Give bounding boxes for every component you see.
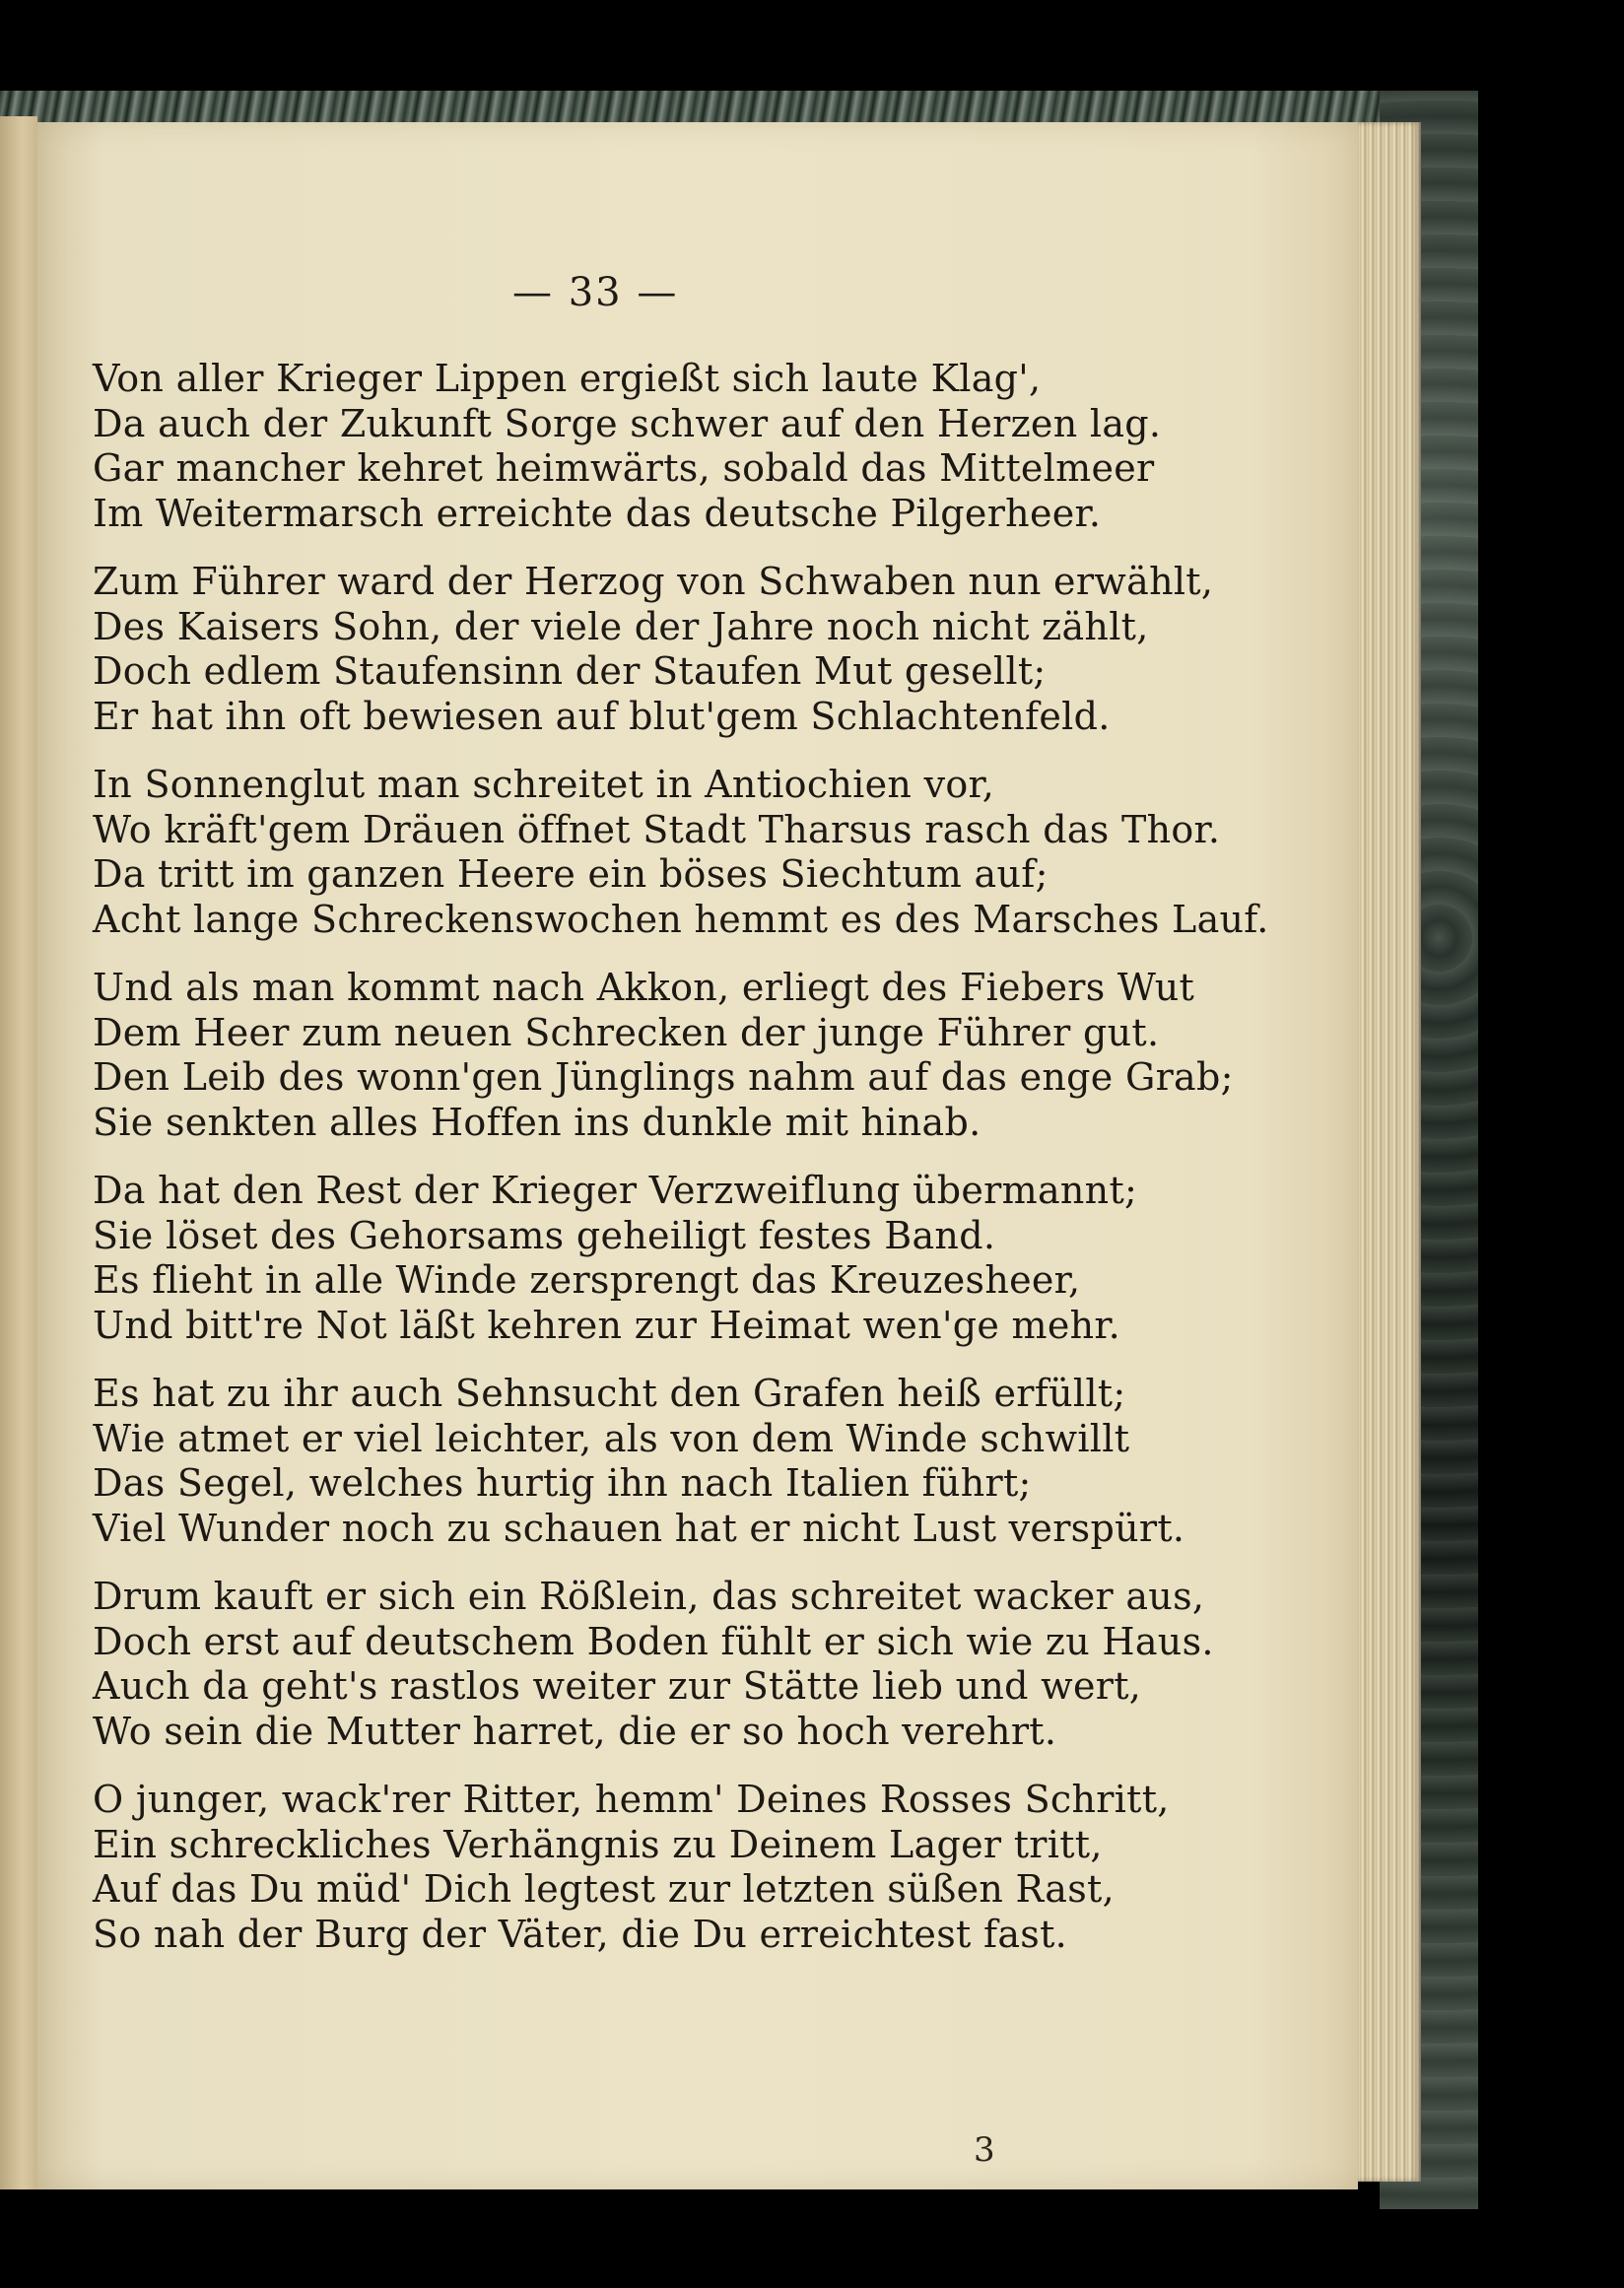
stanza <box>93 966 1324 1145</box>
poem-line: Doch edlem Staufensinn der Staufen Mut gesellt; <box>93 649 1047 693</box>
poem-line: Des Kaisers Sohn, der viele der Jahre noch nicht zählt, <box>93 604 1149 648</box>
poem-line: Wo sein die Mutter harret, die er so hoch verehrt. <box>93 1709 1057 1753</box>
poem-line: Ein schreckliches Verhängnis zu Deinem Lager tritt, <box>93 1822 1103 1866</box>
poem-line: Wie atmet er viel leichter, als von dem Winde schwillt <box>93 1416 1130 1460</box>
poem-line: Dem Heer zum neuen Schrecken der junge Führer gut. <box>93 1010 1160 1054</box>
stanza <box>93 763 1324 942</box>
book-cover-top-edge <box>0 91 1478 124</box>
poem-line: Auf das Du müd' Dich legtest zur letzten süßen Rast, <box>93 1867 1115 1911</box>
previous-page-edge <box>0 116 37 2189</box>
stanza <box>93 1575 1324 1754</box>
poem-line: Und bitt're Not läßt kehren zur Heimat wen'ge mehr. <box>93 1303 1121 1347</box>
poem-line: Gar mancher kehret heimwärts, sobald das Mittelmeer <box>93 446 1155 490</box>
book-page: — 33 — Von aller Krieger Lippen ergießt sich laute Klag', Da auch der Zukunft Sorge schwer auf den Herzen lag. Gar mancher kehret heimwärts, sobald das Mittelmeer Im Weitermarsch erreichte das deutsche Pilgerheer. Zum Führer ward der Herzog von Schwaben nun erwählt, Des Kaisers Sohn, der viele der Jahre noch nicht zählt, Doch edlem Staufensinn der Staufen Mut gesellt; Er hat ihn oft bewiesen auf blut'gem Schlachtenfeld. In Sonnenglut man schreitet in Antiochien vor, Wo kräft'gem Dräuen öffnet Stadt Tharsus rasch das Thor. Da tritt im ganzen Heere ein böses Siechtum auf; Acht lange Schreckenswochen hemmt es des Marsches Lauf. Und als man kommt nach Akkon, erliegt des Fiebers Wut Dem Heer zum neuen Schrecken der junge Führer gut. Den Leib des wonn'gen Jünglings nahm auf das enge Grab; Sie senkten alles Hoffen ins dunkle mit hinab. Da hat den Rest der Krieger Verzweiflung übermannt; Sie löset des Gehorsams geheiligt festes Band. Es flieht in alle Winde zersprengt das Kreuzesheer, Und bitt're Not läßt kehren zur Heimat wen'ge mehr. Es hat zu ihr auch Sehnsucht den Grafen heiß erfüllt; Wie atmet er viel leichter, als von dem Winde schwillt Das Segel, welches hurtig ihn nach Italien führt; Viel Wunder noch zu schauen hat er nicht Lust verspürt. Drum kauft er sich ein Rößlein, das schreitet wacker aus, Doch erst auf deutschem Boden fühlt er sich wie zu Haus. Auch da geht's rastlos weiter zur Stätte lieb und wert, Wo sein die Mutter harret, die er so hoch verehrt. O junger, wack'rer Ritter, hemm' Deines Rosses Schritt, Ein schreckliches Verhängnis zu Deinem Lager tritt, Auf das Du müd' Dich legtest zur letzten süßen Rast, So nah der Burg der Väter, die Du erreichtest fast. 3 <box>37 122 1358 2189</box>
poem-line: Da hat den Rest der Krieger Verzweiflung übermannt; <box>93 1169 1138 1212</box>
poem <box>93 357 1324 1981</box>
poem-line: Es flieht in alle Winde zersprengt das Kreuzesheer, <box>93 1258 1081 1302</box>
poem-line: Da tritt im ganzen Heere ein böses Siechtum auf; <box>93 852 1049 896</box>
poem-line: Den Leib des wonn'gen Jünglings nahm auf das enge Grab; <box>93 1055 1234 1099</box>
poem-line: Wo kräft'gem Dräuen öffnet Stadt Tharsus rasch das Thor. <box>93 807 1221 851</box>
stanza <box>93 357 1324 536</box>
poem-line: Von aller Krieger Lippen ergießt sich laute Klag', <box>93 357 1042 400</box>
signature-mark: 3 <box>974 2130 995 2170</box>
poem-line: Das Segel, welches hurtig ihn nach Italien führt; <box>93 1461 1032 1505</box>
poem-line: In Sonnenglut man schreitet in Antiochien vor, <box>93 763 995 806</box>
poem-line: Zum Führer ward der Herzog von Schwaben nun erwählt, <box>93 560 1214 603</box>
poem-line: Im Weitermarsch erreichte das deutsche Pilgerheer. <box>93 491 1102 535</box>
page-block-edges <box>1352 122 1421 2182</box>
poem-line: Sie löset des Gehorsams geheiligt festes Band. <box>93 1213 996 1257</box>
poem-line: Er hat ihn oft bewiesen auf blut'gem Schlachtenfeld. <box>93 694 1111 738</box>
poem-line: O junger, wack'rer Ritter, hemm' Deines Rosses Schritt, <box>93 1778 1170 1821</box>
poem-line: Und als man kommt nach Akkon, erliegt des Fiebers Wut <box>93 966 1195 1009</box>
poem-line: Es hat zu ihr auch Sehnsucht den Grafen heiß erfüllt; <box>93 1372 1126 1415</box>
poem-line: Da auch der Zukunft Sorge schwer auf den Herzen lag. <box>93 401 1162 445</box>
poem-line: Acht lange Schreckenswochen hemmt es des Marsches Lauf. <box>93 897 1269 941</box>
poem-line: Auch da geht's rastlos weiter zur Stätte lieb und wert, <box>93 1664 1142 1708</box>
poem-line: Doch erst auf deutschem Boden fühlt er sich wie zu Haus. <box>93 1619 1214 1663</box>
stanza <box>93 1778 1324 1957</box>
poem-line: Drum kauft er sich ein Rößlein, das schreitet wacker aus, <box>93 1575 1205 1618</box>
poem-line: So nah der Burg der Väter, die Du erreichtest fast. <box>93 1912 1068 1956</box>
stanza <box>93 1169 1324 1348</box>
poem-line: Sie senkten alles Hoffen ins dunkle mit hinab. <box>93 1100 981 1144</box>
stanza <box>93 560 1324 739</box>
poem-line: Viel Wunder noch zu schauen hat er nicht Lust verspürt. <box>93 1506 1185 1550</box>
stanza <box>93 1372 1324 1551</box>
